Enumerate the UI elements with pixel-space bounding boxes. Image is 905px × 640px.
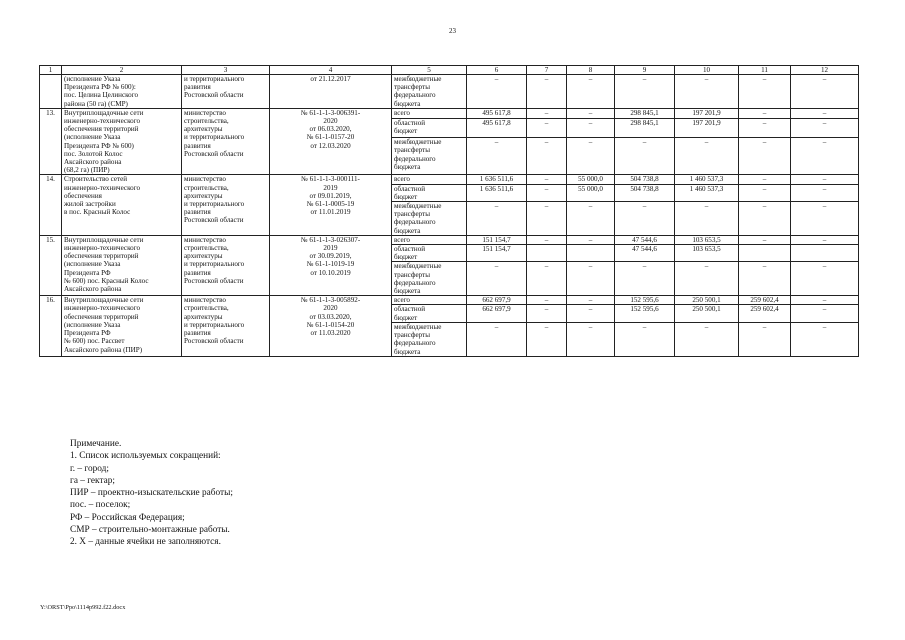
value-cell-c9: 504 738,8 [615,175,675,184]
value-cell-c6: 662 697,9 [467,296,527,305]
value-cell-c7: – [527,184,567,201]
value-cell-c7 [527,245,567,262]
value-cell-c7: – [527,175,567,184]
value-cell-c12: – [791,305,859,322]
value-cell-c12: – [791,75,859,109]
value-cell-c9: 298 845,1 [615,108,675,118]
value-cell-c8: – [567,108,615,118]
value-cell-c8: – [567,305,615,322]
value-cell-c9: 152 595,6 [615,305,675,322]
value-cell-c9: 152 595,6 [615,296,675,305]
note-line: га – гектар; [70,475,115,486]
note-line: РФ – Российская Федерация; [70,512,185,523]
value-cell-c10: – [675,262,739,296]
header-row [40,66,859,75]
row-number-cell: 13. [40,108,62,175]
value-cell-c7: – [527,305,567,322]
column-header: 9 [615,66,675,75]
table-row [40,75,859,109]
column-header: 11 [739,66,791,75]
value-cell-c7: – [527,235,567,244]
value-cell-c6: – [467,262,527,296]
value-cell-c9: – [615,202,675,236]
table-row [40,175,859,184]
funding-source-cell: межбюджетные трансферты федерального бюджета [392,202,467,236]
value-cell-c9: 298 845,1 [615,118,675,137]
value-cell-c10: – [675,75,739,109]
value-cell-c6: 662 697,9 [467,305,527,322]
object-name-cell: Внутриплощадочные сети инженерно-технического обеспечения территорий (исполнение Указа Президента РФ № 600) пос. Золотой Колос Аксайского района (68,2 га) (ПИР) [62,108,182,175]
organization-cell: министерство строительства, архитектуры и территориального развития Ростовской области [182,175,270,235]
note-block [70,438,233,549]
value-cell-c9: 47 544,6 [615,235,675,244]
funding-source-cell: областной бюджет [392,184,467,201]
column-header: 1 [40,66,62,75]
document-cell: от 21.12.2017 [270,75,392,109]
row-number-cell: 16. [40,296,62,356]
value-cell-c10: 197 201,9 [675,108,739,118]
value-cell-c6: 151 154,7 [467,235,527,244]
page-number: 23 [449,27,456,35]
funding-source-cell: всего [392,296,467,305]
document-cell: № 61-1-1-3-006391- 2020 от 06.03.2020, № 61-1-0157-20 от 12.03.2020 [270,108,392,175]
value-cell-c7: – [527,202,567,236]
object-name-cell: Внутриплощадочные сети инженерно-технического обеспечения территорий (исполнение Указа Президента РФ № 600) пос. Рассвет Аксайского района (ПИР) [62,296,182,356]
value-cell-c11: – [739,118,791,137]
value-cell-c6: – [467,75,527,109]
value-cell-c7: – [527,322,567,356]
value-cell-c7: – [527,262,567,296]
note-line: г. – город; [70,463,109,474]
value-cell-c10: 250 500,1 [675,305,739,322]
value-cell-c12: – [791,202,859,236]
column-header: 6 [467,66,527,75]
table-row [40,235,859,244]
value-cell-c9: – [615,138,675,175]
funding-source-cell: межбюджетные трансферты федерального бюджета [392,262,467,296]
value-cell-c10: 1 460 537,3 [675,175,739,184]
value-cell-c6: 495 617,8 [467,108,527,118]
object-name-cell: (исполнение Указа Президента РФ № 600): пос. Целина Целинского района (50 га) (СМР) [62,75,182,109]
row-number-cell: 15. [40,235,62,295]
value-cell-c6: 151 154,7 [467,245,527,262]
note-line: 2. Х – данные ячейки не заполняются. [70,537,221,548]
funding-source-cell: всего [392,108,467,118]
value-cell-c12: – [791,138,859,175]
value-cell-c7: – [527,138,567,175]
value-cell-c10: 197 201,9 [675,118,739,137]
object-name-cell: Внутриплощадочные сети инженерно-технического обеспечения территорий (исполнение Указа Президента РФ № 600) пос. Красный Колос Аксайского района [62,235,182,295]
value-cell-c8: – [567,138,615,175]
value-cell-c12: – [791,262,859,296]
value-cell-c8: – [567,118,615,137]
value-cell-c8: 55 000,0 [567,184,615,201]
value-cell-c7: – [527,108,567,118]
value-cell-c11: – [739,138,791,175]
column-header: 5 [392,66,467,75]
value-cell-c12: – [791,296,859,305]
value-cell-c6: 1 636 511,6 [467,184,527,201]
value-cell-c11: – [739,262,791,296]
note-line: ПИР – проектно-изыскательские работы; [70,488,233,499]
table-row [40,108,859,118]
value-cell-c9: 47 544,6 [615,245,675,262]
budget-table [39,65,859,357]
value-cell-c12: – [791,235,859,244]
funding-source-cell: межбюджетные трансферты федерального бюджета [392,138,467,175]
value-cell-c12 [791,245,859,262]
value-cell-c9: – [615,262,675,296]
column-header: 7 [527,66,567,75]
document-cell: № 61-1-1-3-000111- 2019 от 09.01.2019, № 61-1-0005-19 от 11.01.2019 [270,175,392,235]
funding-source-cell: областной бюджет [392,305,467,322]
value-cell-c8: – [567,322,615,356]
value-cell-c6: – [467,202,527,236]
table-body [40,66,859,357]
column-header: 3 [182,66,270,75]
value-cell-c8: – [567,75,615,109]
value-cell-c11: 259 602,4 [739,305,791,322]
value-cell-c6: 1 636 511,6 [467,175,527,184]
value-cell-c9: – [615,322,675,356]
value-cell-c11: 259 602,4 [739,296,791,305]
value-cell-c7: – [527,118,567,137]
organization-cell: и территориального развития Ростовской области [182,75,270,109]
value-cell-c10: – [675,322,739,356]
value-cell-c11: – [739,235,791,244]
file-path: Y:\ORST\Ppo\1114p992.f22.docx [40,604,126,611]
value-cell-c9: 504 738,8 [615,184,675,201]
value-cell-c8 [567,245,615,262]
funding-source-cell: межбюджетные трансферты федерального бюджета [392,75,467,109]
funding-source-cell: всего [392,175,467,184]
funding-source-cell: всего [392,235,467,244]
value-cell-c10: 103 653,5 [675,235,739,244]
organization-cell: министерство строительства, архитектуры и территориального развития Ростовской области [182,296,270,356]
value-cell-c12: – [791,108,859,118]
table-row [40,296,859,305]
value-cell-c6: – [467,322,527,356]
value-cell-c12: – [791,118,859,137]
note-title: Примечание. [70,439,122,449]
value-cell-c10: – [675,202,739,236]
value-cell-c11: – [739,322,791,356]
value-cell-c10: 103 653,5 [675,245,739,262]
row-number-cell [40,75,62,109]
value-cell-c8: – [567,235,615,244]
value-cell-c12: – [791,184,859,201]
organization-cell: министерство строительства, архитектуры и территориального развития Ростовской области [182,108,270,175]
funding-source-cell: областной бюджет [392,118,467,137]
value-cell-c10: – [675,138,739,175]
column-header: 4 [270,66,392,75]
value-cell-c7: – [527,75,567,109]
value-cell-c6: 495 617,8 [467,118,527,137]
object-name-cell: Строительство сетей инженерно-технического обеспечения жилой застройки в пос. Красный Колос [62,175,182,235]
value-cell-c12: – [791,322,859,356]
organization-cell: министерство строительства, архитектуры и территориального развития Ростовской области [182,235,270,295]
value-cell-c12: – [791,175,859,184]
value-cell-c8: – [567,262,615,296]
funding-source-cell: межбюджетные трансферты федерального бюджета [392,322,467,356]
value-cell-c11: – [739,75,791,109]
note-line: пос. – поселок; [70,500,131,511]
value-cell-c10: 250 500,1 [675,296,739,305]
document-cell: № 61-1-1-3-005892- 2020 от 03.03.2020, № 61-1-0154-20 от 11.03.2020 [270,296,392,356]
document-cell: № 61-1-1-3-026307- 2019 от 30.09.2019, № 61-1-1019-19 от 10.10.2019 [270,235,392,295]
column-header: 12 [791,66,859,75]
value-cell-c8: 55 000,0 [567,175,615,184]
value-cell-c11: – [739,202,791,236]
funding-source-cell: областной бюджет [392,245,467,262]
note-line: 1. Список используемых сокращений: [70,451,221,462]
column-header: 2 [62,66,182,75]
value-cell-c10: 1 460 537,3 [675,184,739,201]
value-cell-c11: – [739,108,791,118]
value-cell-c11: – [739,184,791,201]
column-header: 10 [675,66,739,75]
note-line: СМР – строительно-монтажные работы. [70,525,230,536]
value-cell-c7: – [527,296,567,305]
value-cell-c8: – [567,202,615,236]
row-number-cell: 14. [40,175,62,235]
value-cell-c6: – [467,138,527,175]
value-cell-c11: – [739,175,791,184]
value-cell-c8: – [567,296,615,305]
value-cell-c9: – [615,75,675,109]
value-cell-c11 [739,245,791,262]
column-header: 8 [567,66,615,75]
